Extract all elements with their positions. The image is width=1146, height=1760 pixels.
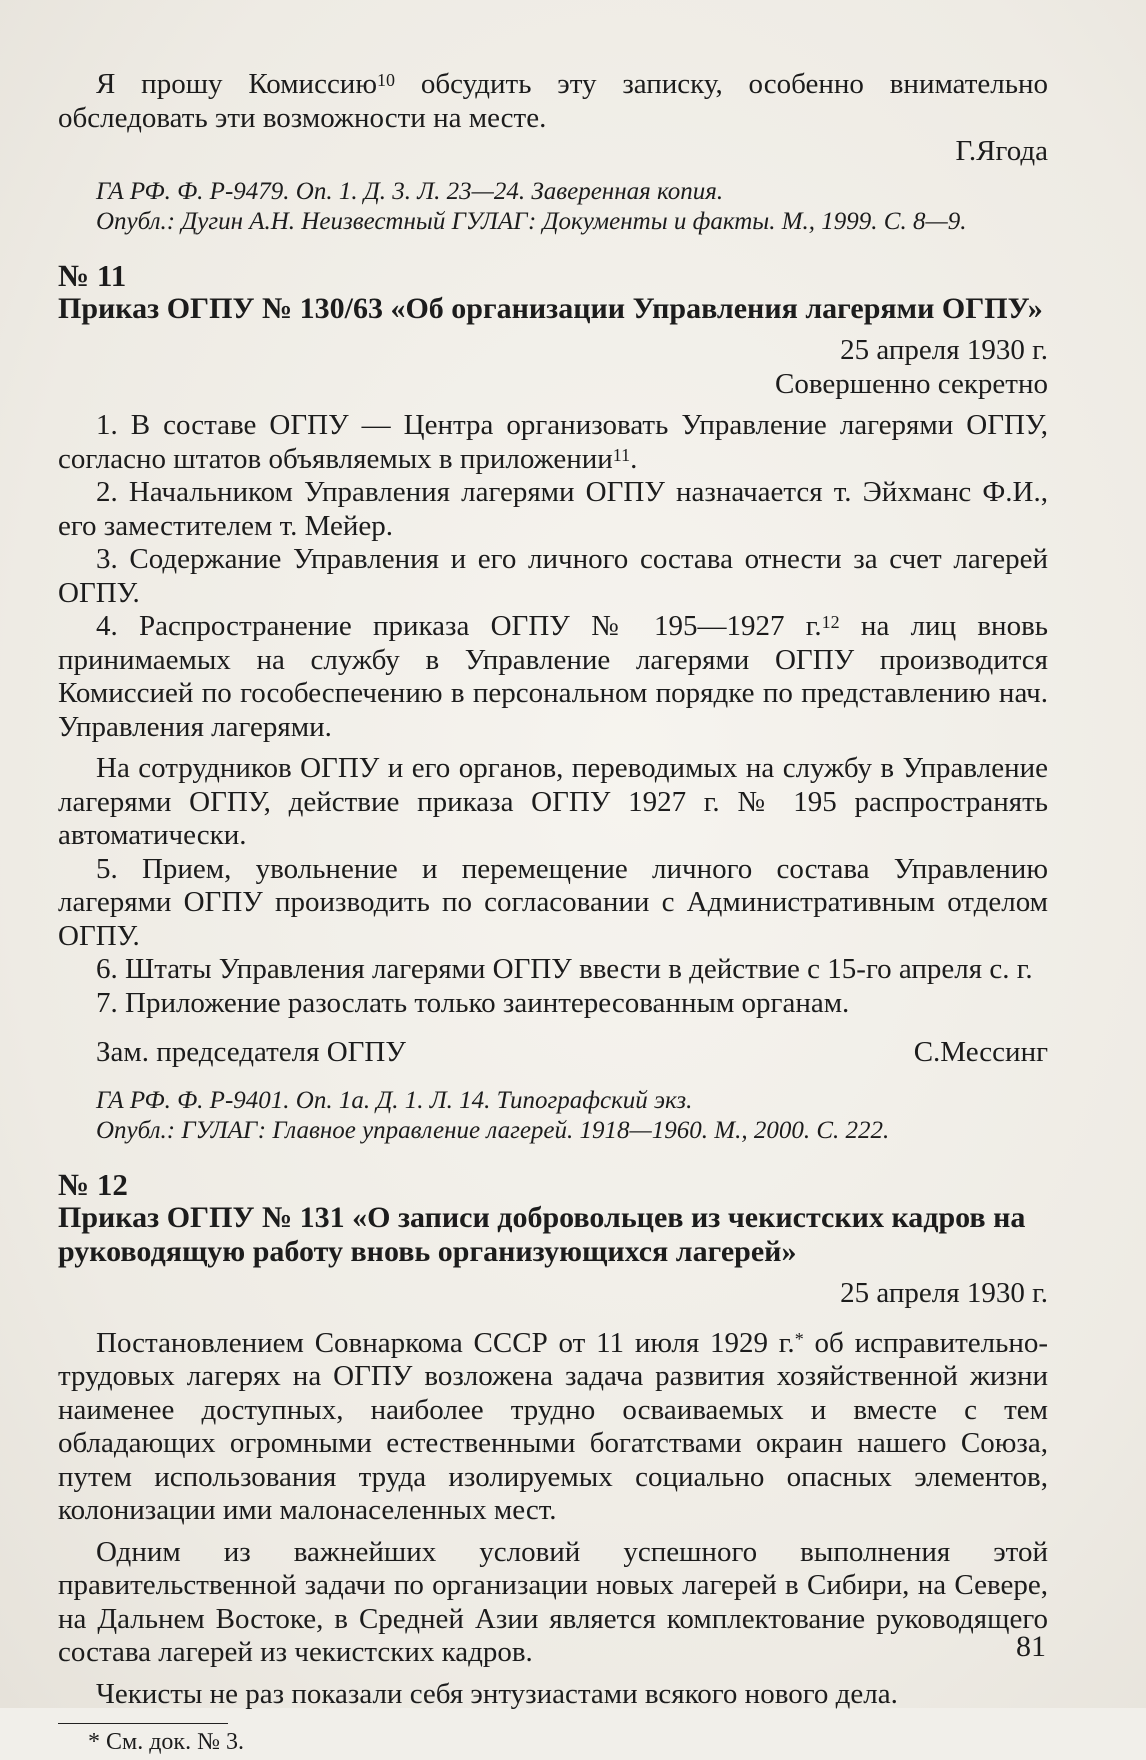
footnote-ref: 11 bbox=[612, 444, 631, 465]
text-column bbox=[58, 68, 1048, 1760]
doc11-item-4-continuation: На сотрудников ОГПУ и его органов, переводимых на службу в Управление лагерями ОГПУ, действие приказа ОГПУ 1927 г. № 195 распространять автоматически. bbox=[58, 752, 1048, 851]
doc11-archive-source: ГА РФ. Ф. Р-9401. Оп. 1а. Д. 1. Л. 14. Типографский экз. bbox=[96, 1086, 693, 1114]
doc10-signature: Г.Ягода bbox=[955, 135, 1048, 167]
doc11-item-5: 5. Прием, увольнение и перемещение личного состава Управлению лагерями ОГПУ производить по согласовании с Административным отделом ОГПУ. bbox=[58, 852, 1048, 952]
doc10-archive-source: ГА РФ. Ф. Р-9479. Оп. 1. Д. 3. Л. 23—24. Заверенная копия. bbox=[96, 177, 724, 205]
footnote-ref: 10 bbox=[377, 70, 395, 90]
doc12-date: 25 апреля 1930 г. bbox=[840, 1277, 1048, 1309]
doc11-item-3: 3. Содержание Управления и его личного состава отнести за счет лагерей ОГПУ. bbox=[58, 543, 1048, 609]
doc11-item-6: 6. Штаты Управления лагерями ОГПУ ввести в действие с 15-го апреля с. г. bbox=[96, 953, 1033, 985]
doc12-paragraph-3: Чекисты не раз показали себя энтузиастами всякого нового дела. bbox=[96, 1677, 898, 1710]
doc12-paragraph-1: Постановлением Совнаркома СССР от 11 июля 1929 г.* об исправительно-трудовых лагерях на ОГПУ возложена задача развития хозяйственной жизни наименее доступных, наиболее трудно осваиваемых и вместе с тем обладающих огромными естественными богатствами окраин нашего Союза, путем использования труда изолируемых социально опасных элементов, колонизации ими малонаселенных мест. bbox=[58, 1326, 1049, 1526]
doc12-paragraph-2: Одним из важнейших условий успешного выполнения этой правительственной задачи по организации новых лагерей в Сибири, на Севере, на Дальнем Востоке, в Средней Азии является комплектование руководящего состава лагерей из чекистских кадров. bbox=[58, 1535, 1048, 1668]
doc11-item-4: 4. Распространение приказа ОГПУ № 195—1927 г.$^{12}$ на лиц вновь принимаемых на службу в Управление лагерями ОГПУ производится Комиссией по гособеспечению в персональном порядке по представлению нач. Управления лагерями. bbox=[58, 610, 1048, 743]
doc12-title: Приказ ОГПУ № 131 «О записи добровольцев из чекистских кадров на руководящую работу вновь организующихся лагерей» bbox=[58, 1201, 1026, 1268]
doc11-item-7: 7. Приложение разослать только заинтересованным органам. bbox=[96, 986, 850, 1019]
page-number: 81 bbox=[1016, 1630, 1046, 1663]
doc11-publication-source: Опубл.: ГУЛАГ: Главное управление лагерей. 1918—1960. М., 2000. С. 222. bbox=[96, 1116, 890, 1144]
doc11-secrecy: Совершенно секретно bbox=[775, 367, 1048, 400]
doc11-title: Приказ ОГПУ № 130/63 «Об организации Управления лагерями ОГПУ» bbox=[58, 292, 1043, 325]
doc11-item-2: 2. Начальником Управления лагерями ОГПУ назначается т. Эйхманс Ф.И., его заместителем т. Мейер. bbox=[58, 476, 1048, 542]
footnote-ref: * bbox=[794, 1328, 804, 1349]
doc11-number: № 11 bbox=[58, 257, 127, 293]
doc11-signer-name: С.Мессинг bbox=[913, 1036, 1048, 1068]
doc11-signer-role: Зам. председателя ОГПУ bbox=[96, 1036, 406, 1068]
footnote: * См. док. № 3. bbox=[88, 1729, 244, 1755]
footnote-ref: 12 bbox=[821, 612, 840, 632]
doc10-publication-source: Опубл.: Дугин А.Н. Неизвестный ГУЛАГ: Документы и факты. М., 1999. С. 8—9. bbox=[96, 207, 967, 235]
doc10-closing-paragraph: Я прошу Комиссию$^{10}$ обсудить эту записку, особенно внимательно обследовать эти возможности на месте. bbox=[58, 68, 1048, 134]
doc12-number: № 12 bbox=[58, 1166, 128, 1202]
doc11-date: 25 апреля 1930 г. bbox=[840, 334, 1048, 366]
doc11-item-1: 1. В составе ОГПУ — Центра организовать Управление лагерями ОГПУ, согласно штатов объявляемых в приложении$^{11}$. bbox=[58, 409, 1048, 475]
doc11-signature-line bbox=[58, 1036, 1048, 1070]
